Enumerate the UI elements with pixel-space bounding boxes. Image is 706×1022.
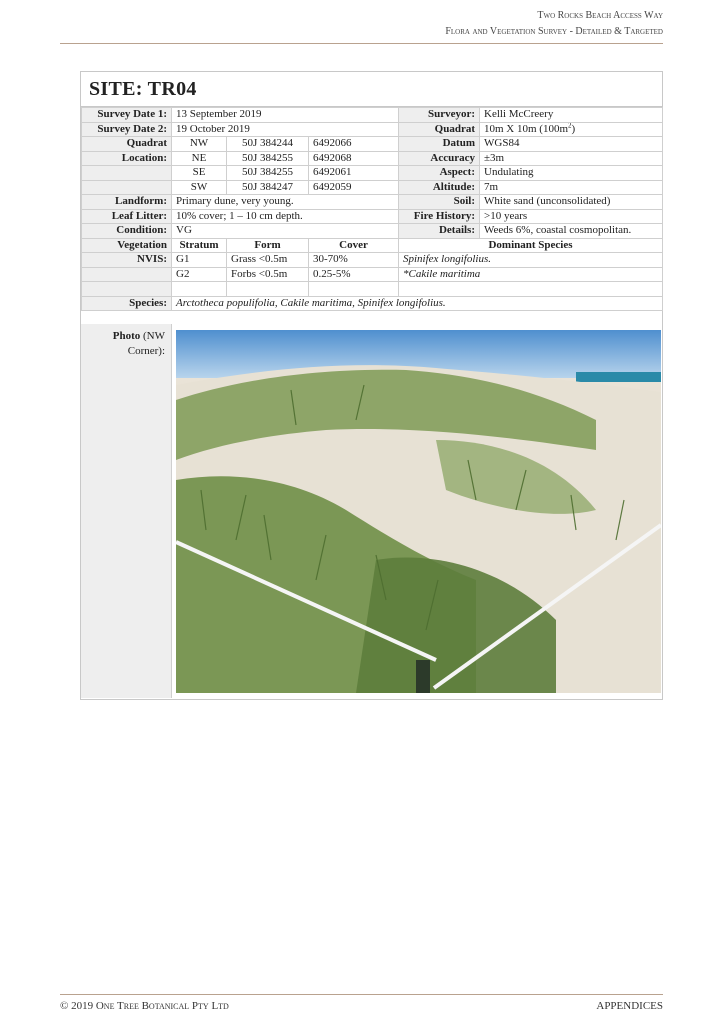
empty-cell [172, 282, 227, 297]
table-row [82, 166, 663, 181]
soil-value: White sand (unconsolidated) [480, 195, 663, 210]
survey-date-2-label: Survey Date 2: [82, 122, 172, 137]
dominant-species-header: Dominant Species [399, 238, 663, 253]
corner-position: NE [172, 151, 227, 166]
table-row [82, 108, 663, 123]
photo-label-cell [81, 324, 172, 698]
stratum-cell: G2 [172, 267, 227, 282]
photo-label: Photo (NW Corner): [112, 330, 165, 357]
soil-label: Soil: [399, 195, 480, 210]
footer-copyright: © 2019 One Tree Botanical Pty Ltd [60, 1000, 229, 1012]
landform-value: Primary dune, very young. [172, 195, 399, 210]
header-subtitle: Flora and Vegetation Survey - Detailed & Targeted [445, 26, 663, 37]
corner-zone: 50J 384255 [227, 151, 309, 166]
fire-history-label: Fire History: [399, 209, 480, 224]
corner-zone: 50J 384247 [227, 180, 309, 195]
table-row [82, 137, 663, 152]
table-row [82, 195, 663, 210]
table-row [82, 209, 663, 224]
species-label: Species: [82, 296, 172, 311]
header-title: Two Rocks Beach Access Way [537, 10, 663, 21]
dominant-species-cell: *Cakile maritima [399, 267, 663, 282]
quadrat-label: Quadrat [399, 122, 480, 137]
cover-cell: 30-70% [309, 253, 399, 268]
corner-northing: 6492061 [309, 166, 399, 181]
species-value: Arctotheca populifolia, Cakile maritima, Spinifex longifolius. [172, 296, 663, 311]
site-title: SITE: TR04 [81, 72, 662, 107]
fire-history-value: >10 years [480, 209, 663, 224]
survey-date-2-value: 19 October 2019 [172, 122, 399, 137]
corner-zone: 50J 384244 [227, 137, 309, 152]
table-row [82, 267, 663, 282]
corner-northing: 6492066 [309, 137, 399, 152]
surveyor-label: Surveyor: [399, 108, 480, 123]
corner-zone: 50J 384255 [227, 166, 309, 181]
survey-date-1-value: 13 September 2019 [172, 108, 399, 123]
condition-value: VG [172, 224, 399, 239]
location-label-spacer [82, 180, 172, 195]
altitude-value: 7m [480, 180, 663, 195]
empty-cell [309, 282, 399, 297]
details-value: Weeds 6%, coastal cosmopolitan. [480, 224, 663, 239]
header-rule [60, 43, 663, 44]
empty-cell [227, 282, 309, 297]
table-row [82, 224, 663, 239]
cover-cell: 0.25-5% [309, 267, 399, 282]
quadrat-value: 10m X 10m $(100m^2)$ [480, 122, 663, 137]
surveyor-value: Kelli McCreery [480, 108, 663, 123]
landform-label: Landform: [82, 195, 172, 210]
leaf-litter-value: 10% cover; 1 – 10 cm depth. [172, 209, 399, 224]
table-row [82, 122, 663, 137]
vegetation-label-spacer [82, 282, 172, 297]
table-row [82, 282, 663, 297]
corner-northing: 6492068 [309, 151, 399, 166]
quadrat-location-label-2: Location: [82, 151, 172, 166]
site-details-table [81, 107, 663, 311]
nvis-label: NVIS: [82, 253, 172, 268]
corner-position: SW [172, 180, 227, 195]
vegetation-label-spacer [82, 267, 172, 282]
accuracy-value: ±3m [480, 151, 663, 166]
leaf-litter-label: Leaf Litter: [82, 209, 172, 224]
stratum-header: Stratum [172, 238, 227, 253]
stratum-cell: G1 [172, 253, 227, 268]
aspect-label: Aspect: [399, 166, 480, 181]
table-row [82, 253, 663, 268]
table-row [82, 180, 663, 195]
table-row [82, 296, 663, 311]
condition-label: Condition: [82, 224, 172, 239]
location-label-spacer [82, 166, 172, 181]
footer-rule [60, 994, 663, 995]
corner-position: NW [172, 137, 227, 152]
quadrat-location-label: Quadrat [82, 137, 172, 152]
running-header [445, 8, 663, 40]
site-card [80, 71, 663, 700]
form-header: Form [227, 238, 309, 253]
corner-position: SE [172, 166, 227, 181]
corner-northing: 6492059 [309, 180, 399, 195]
dominant-species-cell: Spinifex longifolius. [399, 253, 663, 268]
datum-label: Datum [399, 137, 480, 152]
vegetation-label: Vegetation [82, 238, 172, 253]
empty-cell [399, 282, 663, 297]
accuracy-label: Accuracy [399, 151, 480, 166]
form-cell: Forbs <0.5m [227, 267, 309, 282]
details-label: Details: [399, 224, 480, 239]
survey-date-1-label: Survey Date 1: [82, 108, 172, 123]
aspect-value: Undulating [480, 166, 663, 181]
table-row [82, 238, 663, 253]
form-cell: Grass <0.5m [227, 253, 309, 268]
altitude-label: Altitude: [399, 180, 480, 195]
datum-value: WGS84 [480, 137, 663, 152]
footer-section: APPENDICES [596, 1000, 663, 1012]
table-row [82, 151, 663, 166]
cover-header: Cover [309, 238, 399, 253]
site-photo [176, 330, 661, 693]
